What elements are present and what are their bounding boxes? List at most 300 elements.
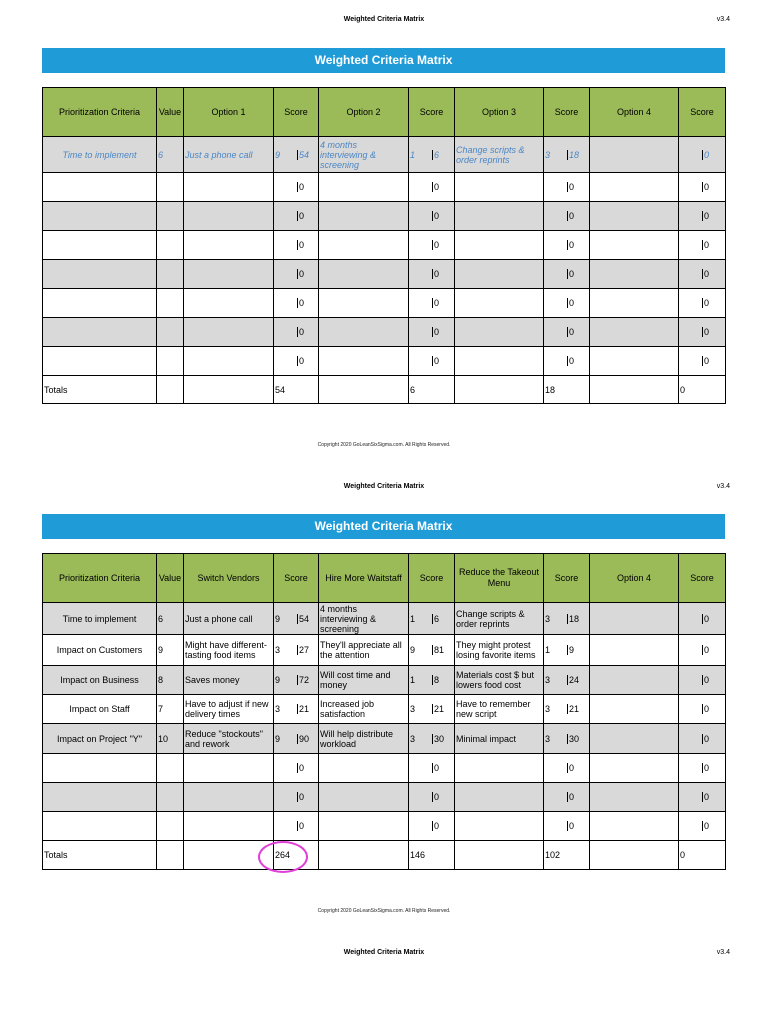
table-row: [43, 260, 726, 289]
rating-value: [409, 182, 433, 192]
option-cell: [319, 376, 409, 404]
version-label: v3.4: [716, 16, 730, 23]
table-row: [43, 783, 726, 812]
rating-value: [679, 298, 703, 308]
totals-label: Totals: [43, 841, 157, 870]
option-cell: 4 months interviewing & screening: [319, 137, 409, 173]
rating-value: [679, 327, 703, 337]
weighted-score: 18: [569, 149, 580, 160]
score-cell: [544, 173, 590, 202]
column-header: Option 3: [455, 88, 544, 137]
totals-row: [43, 841, 726, 870]
version-label: v3.4: [716, 483, 730, 490]
rating-value: [274, 298, 298, 308]
option-cell: [184, 783, 274, 812]
rating-value: [679, 734, 703, 744]
rating-value: [544, 356, 568, 366]
score-cell: [679, 724, 726, 754]
rating-value: [679, 356, 703, 366]
weighted-score: 90: [299, 733, 310, 744]
option-cell: Reduce "stockouts" and rework: [184, 724, 274, 754]
value-cell: 6: [157, 603, 184, 635]
value-cell: [157, 231, 184, 260]
rating-value: 3: [409, 734, 433, 744]
weighted-score: 0: [299, 821, 305, 831]
option-total: 54: [274, 376, 319, 404]
value-cell: [157, 841, 184, 870]
option-cell: [590, 603, 679, 635]
score-cell: [679, 231, 726, 260]
weighted-score: 0: [299, 182, 305, 192]
weighted-score: 6: [434, 613, 440, 624]
option-cell: [590, 695, 679, 724]
column-header: Score: [409, 88, 455, 137]
column-header: Score: [679, 554, 726, 603]
rating-value: 3: [409, 704, 433, 714]
table-row: [43, 724, 726, 754]
rating-value: [679, 240, 703, 250]
criteria-cell: [43, 289, 157, 318]
header-title: Weighted Criteria Matrix: [343, 949, 425, 956]
score-cell: [679, 173, 726, 202]
option-cell: Will cost time and money: [319, 666, 409, 695]
option-cell: [184, 231, 274, 260]
weighted-score: 0: [704, 211, 710, 221]
criteria-cell: Impact on Customers: [43, 635, 157, 666]
weighted-score: 0: [434, 182, 440, 192]
score-cell: [544, 347, 590, 376]
weighted-score: 0: [569, 821, 575, 831]
criteria-cell: [43, 754, 157, 783]
table-row: [43, 289, 726, 318]
option-cell: [455, 318, 544, 347]
weighted-score: 0: [299, 792, 305, 802]
rating-value: [409, 821, 433, 831]
option-cell: [590, 260, 679, 289]
option-total: 0: [679, 841, 726, 870]
score-cell: [409, 173, 455, 202]
weighted-score: 30: [434, 733, 445, 744]
option-cell: [184, 347, 274, 376]
page-header: [0, 947, 768, 961]
score-cell: [409, 695, 455, 724]
score-cell: [679, 666, 726, 695]
option-cell: [590, 783, 679, 812]
weighted-score: 0: [569, 182, 575, 192]
criteria-matrix-table: [42, 87, 726, 404]
rating-value: 3: [544, 734, 568, 744]
option-cell: [590, 724, 679, 754]
score-cell: [274, 318, 319, 347]
weighted-score: 0: [704, 763, 710, 773]
score-cell: [409, 260, 455, 289]
weighted-score: 0: [434, 298, 440, 308]
rating-value: [544, 182, 568, 192]
rating-value: [544, 327, 568, 337]
rating-value: [544, 792, 568, 802]
weighted-score: 6: [434, 149, 440, 160]
copyright: Copyright 2020 GoLeanSixSigma.com. All Rights Reserved.: [317, 908, 451, 914]
score-cell: [544, 318, 590, 347]
weighted-score: 27: [299, 645, 310, 655]
rating-value: 1: [544, 645, 568, 655]
criteria-cell: Impact on Staff: [43, 695, 157, 724]
weighted-score: 0: [434, 327, 440, 337]
weighted-score: 0: [704, 645, 710, 655]
option-cell: [319, 289, 409, 318]
score-cell: [409, 812, 455, 841]
rating-value: [274, 211, 298, 221]
option-cell: Increased job satisfaction: [319, 695, 409, 724]
option-cell: [590, 635, 679, 666]
table-row: [43, 231, 726, 260]
weighted-score: 0: [569, 792, 575, 802]
score-cell: [409, 318, 455, 347]
rating-value: 9: [274, 150, 298, 160]
value-cell: [157, 812, 184, 841]
weighted-score: 0: [434, 356, 440, 366]
criteria-cell: [43, 783, 157, 812]
weighted-score: 0: [434, 792, 440, 802]
rating-value: [544, 240, 568, 250]
score-cell: [274, 260, 319, 289]
matrix-title-band: Weighted Criteria Matrix: [42, 48, 725, 73]
weighted-score: 0: [434, 269, 440, 279]
weighted-score: 54: [299, 149, 310, 160]
weighted-score: 9: [569, 645, 575, 655]
score-cell: [679, 202, 726, 231]
rating-value: 9: [274, 614, 298, 624]
option-cell: [319, 260, 409, 289]
score-cell: [544, 603, 590, 635]
criteria-cell: [43, 812, 157, 841]
column-header: Switch Vendors: [184, 554, 274, 603]
header-title: Weighted Criteria Matrix: [343, 16, 425, 23]
option-cell: Minimal impact: [455, 724, 544, 754]
rating-value: [274, 356, 298, 366]
option-cell: [590, 231, 679, 260]
criteria-cell: [43, 318, 157, 347]
option-total: 6: [409, 376, 455, 404]
column-header: Option 4: [590, 88, 679, 137]
rating-value: [274, 763, 298, 773]
column-header: Score: [409, 554, 455, 603]
column-header: Score: [544, 554, 590, 603]
score-cell: [544, 289, 590, 318]
version-label: v3.4: [716, 949, 730, 956]
rating-value: [409, 298, 433, 308]
option-cell: [455, 841, 544, 870]
header-row: [43, 554, 726, 603]
weighted-score: 0: [569, 763, 575, 773]
option-cell: [319, 202, 409, 231]
option-cell: [590, 666, 679, 695]
weighted-score: 0: [704, 298, 710, 308]
score-cell: [679, 347, 726, 376]
option-cell: They'll appreciate all the attention: [319, 635, 409, 666]
option-total: 18: [544, 376, 590, 404]
score-cell: [544, 695, 590, 724]
criteria-cell: Time to implement: [43, 137, 157, 173]
option-cell: [455, 202, 544, 231]
option-cell: [184, 318, 274, 347]
weighted-score: 0: [704, 704, 710, 714]
rating-value: [679, 821, 703, 831]
score-cell: [274, 724, 319, 754]
rating-value: [679, 675, 703, 685]
option-cell: [590, 202, 679, 231]
rating-value: [679, 269, 703, 279]
value-cell: [157, 173, 184, 202]
value-cell: 9: [157, 635, 184, 666]
weighted-score: 0: [299, 298, 305, 308]
weighted-score: 0: [704, 269, 710, 279]
option-cell: [184, 376, 274, 404]
option-cell: [590, 289, 679, 318]
table-row: [43, 635, 726, 666]
page-header: [0, 481, 768, 495]
header-row: [43, 88, 726, 137]
rating-value: [679, 704, 703, 714]
totals-label: Totals: [43, 376, 157, 404]
option-cell: [590, 841, 679, 870]
weighted-score: 0: [299, 240, 305, 250]
value-cell: [157, 260, 184, 289]
value-cell: [157, 202, 184, 231]
score-cell: [274, 695, 319, 724]
score-cell: [679, 635, 726, 666]
score-cell: [409, 347, 455, 376]
option-cell: [455, 783, 544, 812]
value-cell: [157, 376, 184, 404]
option-cell: Have to remember new script: [455, 695, 544, 724]
weighted-score: 0: [299, 327, 305, 337]
rating-value: [274, 821, 298, 831]
option-cell: [319, 812, 409, 841]
weighted-score: 0: [569, 327, 575, 337]
option-cell: [590, 812, 679, 841]
option-cell: They might protest losing favorite items: [455, 635, 544, 666]
column-header: Score: [274, 88, 319, 137]
rating-value: 3: [274, 704, 298, 714]
weighted-score: 21: [569, 704, 580, 714]
weighted-score: 54: [299, 613, 310, 624]
column-header: Score: [544, 88, 590, 137]
rating-value: [679, 792, 703, 802]
weighted-score: 21: [299, 704, 310, 714]
option-cell: [184, 812, 274, 841]
rating-value: [274, 269, 298, 279]
score-cell: [544, 724, 590, 754]
column-header: Score: [679, 88, 726, 137]
option-cell: [455, 754, 544, 783]
weighted-score: 0: [299, 211, 305, 221]
value-cell: [157, 783, 184, 812]
rating-value: 9: [274, 675, 298, 685]
score-cell: [544, 783, 590, 812]
score-cell: [544, 754, 590, 783]
option-cell: 4 months interviewing & screening: [319, 603, 409, 635]
criteria-cell: Impact on Project "Y": [43, 724, 157, 754]
highlight-circle: [258, 841, 308, 873]
score-cell: [409, 666, 455, 695]
score-cell: [544, 231, 590, 260]
rating-value: [274, 327, 298, 337]
score-cell: [679, 754, 726, 783]
score-cell: [274, 666, 319, 695]
option-cell: [184, 173, 274, 202]
value-cell: [157, 289, 184, 318]
score-cell: [274, 347, 319, 376]
table-row: [43, 173, 726, 202]
weighted-score: 8: [434, 675, 440, 685]
rating-value: 3: [544, 614, 568, 624]
weighted-score: 0: [434, 763, 440, 773]
column-header: Value: [157, 88, 184, 137]
option-cell: [590, 376, 679, 404]
table-row: [43, 812, 726, 841]
rating-value: 3: [544, 150, 568, 160]
score-cell: [544, 635, 590, 666]
score-cell: [274, 231, 319, 260]
weighted-score: 0: [704, 182, 710, 192]
option-total: 0: [679, 376, 726, 404]
value-cell: [157, 754, 184, 783]
page-header: [0, 14, 768, 28]
option-cell: [455, 376, 544, 404]
table-row: [43, 347, 726, 376]
score-cell: [274, 137, 319, 173]
criteria-cell: [43, 231, 157, 260]
value-cell: 10: [157, 724, 184, 754]
option-total: 264: [274, 841, 319, 870]
weighted-score: 0: [704, 240, 710, 250]
option-cell: [455, 173, 544, 202]
score-cell: [274, 635, 319, 666]
option-cell: [319, 173, 409, 202]
rating-value: 1: [409, 614, 433, 624]
column-header: Option 1: [184, 88, 274, 137]
value-cell: [157, 318, 184, 347]
score-cell: [274, 783, 319, 812]
option-cell: [455, 289, 544, 318]
rating-value: [544, 763, 568, 773]
value-cell: 8: [157, 666, 184, 695]
option-cell: [590, 318, 679, 347]
score-cell: [274, 754, 319, 783]
rating-value: [409, 269, 433, 279]
option-cell: [184, 260, 274, 289]
weighted-score: 0: [704, 675, 710, 685]
value-cell: [157, 347, 184, 376]
column-header: Prioritization Criteria: [43, 554, 157, 603]
column-header: Hire More Waitstaff: [319, 554, 409, 603]
weighted-score: 72: [299, 675, 310, 685]
weighted-score: 0: [299, 763, 305, 773]
score-cell: [274, 603, 319, 635]
table-row: [43, 666, 726, 695]
weighted-score: 81: [434, 645, 445, 655]
weighted-score: 0: [704, 821, 710, 831]
rating-value: 9: [409, 645, 433, 655]
option-cell: [184, 754, 274, 783]
option-cell: Materials cost $ but lowers food cost: [455, 666, 544, 695]
score-cell: [409, 783, 455, 812]
score-cell: [544, 666, 590, 695]
score-cell: [679, 695, 726, 724]
column-header: Reduce the Takeout Menu: [455, 554, 544, 603]
table-row: [43, 603, 726, 635]
rating-value: [409, 327, 433, 337]
option-cell: [319, 841, 409, 870]
rating-value: [274, 792, 298, 802]
option-total: 146: [409, 841, 455, 870]
score-cell: [544, 202, 590, 231]
criteria-cell: Impact on Business: [43, 666, 157, 695]
criteria-matrix-table: [42, 553, 726, 870]
table-row: [43, 318, 726, 347]
score-cell: [409, 724, 455, 754]
rating-value: [679, 614, 703, 624]
score-cell: [274, 289, 319, 318]
weighted-score: 0: [704, 356, 710, 366]
score-cell: [274, 202, 319, 231]
option-cell: [319, 318, 409, 347]
value-cell: 7: [157, 695, 184, 724]
weighted-score: 18: [569, 613, 580, 624]
weighted-score: 21: [434, 704, 445, 714]
column-header: Option 2: [319, 88, 409, 137]
rating-value: 3: [544, 675, 568, 685]
weighted-score: 0: [569, 240, 575, 250]
weighted-score: 0: [569, 211, 575, 221]
rating-value: 3: [274, 645, 298, 655]
column-header: Prioritization Criteria: [43, 88, 157, 137]
rating-value: 1: [409, 675, 433, 685]
rating-value: [679, 763, 703, 773]
table-row: [43, 137, 726, 173]
rating-value: [544, 269, 568, 279]
option-cell: [590, 347, 679, 376]
score-cell: [679, 260, 726, 289]
copyright: Copyright 2020 GoLeanSixSigma.com. All Rights Reserved.: [317, 442, 451, 448]
option-cell: [319, 754, 409, 783]
score-cell: [409, 202, 455, 231]
rating-value: [679, 150, 703, 160]
score-cell: [544, 260, 590, 289]
option-cell: [319, 783, 409, 812]
header-title: Weighted Criteria Matrix: [343, 483, 425, 490]
score-cell: [409, 137, 455, 173]
rating-value: 3: [544, 704, 568, 714]
weighted-score: 0: [299, 269, 305, 279]
rating-value: [544, 821, 568, 831]
criteria-cell: [43, 260, 157, 289]
weighted-score: 0: [569, 298, 575, 308]
option-cell: Change scripts & order reprints: [455, 137, 544, 173]
rating-value: 9: [274, 734, 298, 744]
score-cell: [679, 812, 726, 841]
option-cell: Saves money: [184, 666, 274, 695]
score-cell: [679, 289, 726, 318]
criteria-cell: [43, 173, 157, 202]
rating-value: [274, 240, 298, 250]
weighted-score: 0: [704, 327, 710, 337]
weighted-score: 0: [569, 356, 575, 366]
option-total: 102: [544, 841, 590, 870]
option-cell: [319, 347, 409, 376]
weighted-score: 0: [299, 356, 305, 366]
